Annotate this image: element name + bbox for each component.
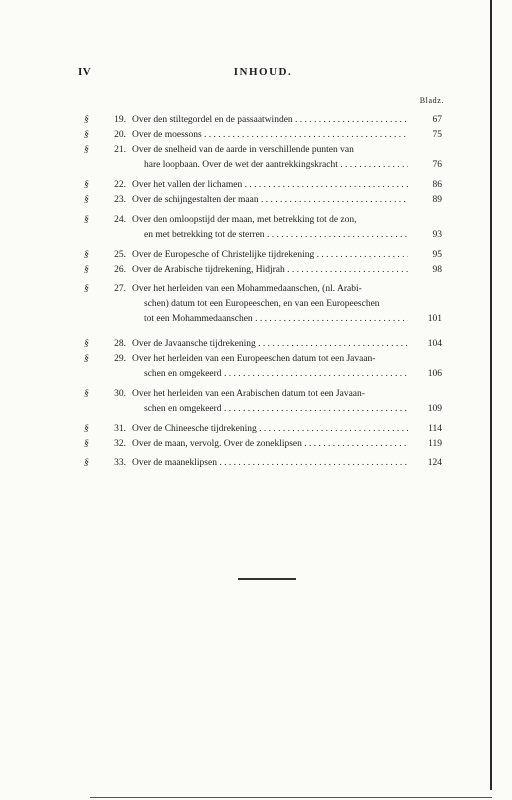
toc-entry xyxy=(84,128,442,143)
page-number: IV xyxy=(78,66,92,78)
toc-entry xyxy=(84,456,442,471)
toc-entry-title: Over den omloopstijd der maan, met betrekking tot de zon, xyxy=(132,215,357,225)
toc-entry xyxy=(84,282,442,327)
toc-entry-title: schen en omgekeerd . . . xyxy=(144,402,408,417)
toc-entry-title: Over de Europesche of Christelijke tijdrekening . . . xyxy=(132,248,408,263)
section-symbol: § xyxy=(84,265,89,275)
toc-entry-number: 30. xyxy=(114,389,126,399)
toc-entry xyxy=(84,178,442,193)
toc-entry-number: 27. xyxy=(114,284,126,294)
toc-entry-number: 21. xyxy=(114,145,126,155)
page-bottom-edge xyxy=(90,797,492,798)
toc-entry xyxy=(84,337,442,352)
toc-entry-number: 28. xyxy=(114,339,126,349)
toc-entry-title: hare loopbaan. Over de wet der aantrekkingskracht . . . xyxy=(144,158,408,173)
toc-entry-page: 124 xyxy=(427,458,442,468)
binding-edge-rule xyxy=(490,0,492,790)
toc-entry-title: Over de moessons . . . xyxy=(132,128,408,143)
section-symbol: § xyxy=(84,115,89,125)
toc-entry-title: Over de maaneklipsen . . . xyxy=(132,456,408,471)
toc-entry-page: 67 xyxy=(432,115,442,125)
section-symbol: § xyxy=(84,145,89,155)
toc-entry-page: 106 xyxy=(427,369,442,379)
toc-entry-title: Over de Chineesche tijdrekening . . . xyxy=(132,422,408,437)
page-column-label: Bladz. xyxy=(419,96,444,105)
section-symbol: § xyxy=(84,424,89,434)
toc-entry xyxy=(84,352,442,382)
section-symbol: § xyxy=(84,339,89,349)
toc-entry xyxy=(84,387,442,417)
section-symbol: § xyxy=(84,195,89,205)
toc-entry-number: 25. xyxy=(114,250,126,260)
toc-entry-title: Over het vallen der lichamen . . . xyxy=(132,178,408,193)
toc-entry-page: 86 xyxy=(432,180,442,190)
toc-entry xyxy=(84,213,442,243)
toc-entry-page: 114 xyxy=(428,424,442,434)
toc-entry-number: 33. xyxy=(114,458,126,468)
toc-entry-page: 93 xyxy=(432,230,442,240)
section-symbol: § xyxy=(84,439,89,449)
toc-entry-page: 76 xyxy=(432,160,442,170)
toc-entry-title: Over den stiltegordel en de passaatwinden . . . xyxy=(132,113,408,128)
toc-entry xyxy=(84,248,442,263)
section-symbol: § xyxy=(84,215,89,225)
toc-entry-number: 26. xyxy=(114,265,126,275)
toc-entry-title: Over het herleiden van een Europeeschen datum tot een Javaan- xyxy=(132,354,376,364)
toc-entry-title: Over het herleiden van een Arabischen datum tot een Javaan- xyxy=(132,389,365,399)
toc-entry-number: 32. xyxy=(114,439,126,449)
toc-entry-title: schen en omgekeerd . . . xyxy=(144,367,408,382)
toc-entry-number: 22. xyxy=(114,180,126,190)
toc-entry-page: 109 xyxy=(427,404,442,414)
toc-entry-number: 24. xyxy=(114,215,126,225)
closing-rule xyxy=(238,578,296,580)
toc-entry-page: 89 xyxy=(432,195,442,205)
section-symbol: § xyxy=(84,250,89,260)
toc-entry-title: Over het herleiden van een Mohammedaanschen, (nl. Arabi- xyxy=(132,284,362,294)
toc-entry-page: 104 xyxy=(427,339,442,349)
toc-entry-page: 101 xyxy=(427,314,442,324)
toc-entry-page: 98 xyxy=(432,265,442,275)
section-symbol: § xyxy=(84,284,89,294)
toc-entry xyxy=(84,437,442,452)
section-symbol: § xyxy=(84,389,89,399)
section-symbol: § xyxy=(84,180,89,190)
toc-entry-title: Over de Arabische tijdrekening, Hidjrah . . . xyxy=(132,263,408,278)
section-symbol: § xyxy=(84,354,89,364)
toc-entry-title: Over de snelheid van de aarde in verschillende punten van xyxy=(132,145,354,155)
toc-entry xyxy=(84,263,442,278)
toc-entry-title: schen) datum tot een Europeeschen, en van een Europeeschen xyxy=(144,299,380,309)
toc-entry-number: 20. xyxy=(114,130,126,140)
toc-entry xyxy=(84,193,442,208)
toc-entry-title: Over de Javaansche tijdrekening . . . xyxy=(132,337,408,352)
page-header xyxy=(78,66,448,80)
toc-entry-number: 23. xyxy=(114,195,126,205)
toc-entry-number: 19. xyxy=(114,115,126,125)
toc-entry-page: 119 xyxy=(428,439,442,449)
toc-entry-page: 95 xyxy=(432,250,442,260)
toc-entry-title: Over de maan, vervolg. Over de zoneklipsen . . . xyxy=(132,437,408,452)
toc-entry xyxy=(84,422,442,437)
toc-entry xyxy=(84,113,442,128)
toc-entry-number: 29. xyxy=(114,354,126,364)
toc-entry-page: 75 xyxy=(432,130,442,140)
toc-entry xyxy=(84,143,442,173)
toc-entry-number: 31. xyxy=(114,424,126,434)
page-title: INHOUD. xyxy=(233,66,293,78)
section-symbol: § xyxy=(84,458,89,468)
toc-entry-title: en met betrekking tot de sterren . . . xyxy=(144,228,408,243)
toc-entry-title: Over de schijngestalten der maan . . . xyxy=(132,193,408,208)
section-symbol: § xyxy=(84,130,89,140)
toc-entry-title: tot een Mohammedaanschen . . . xyxy=(144,312,408,327)
